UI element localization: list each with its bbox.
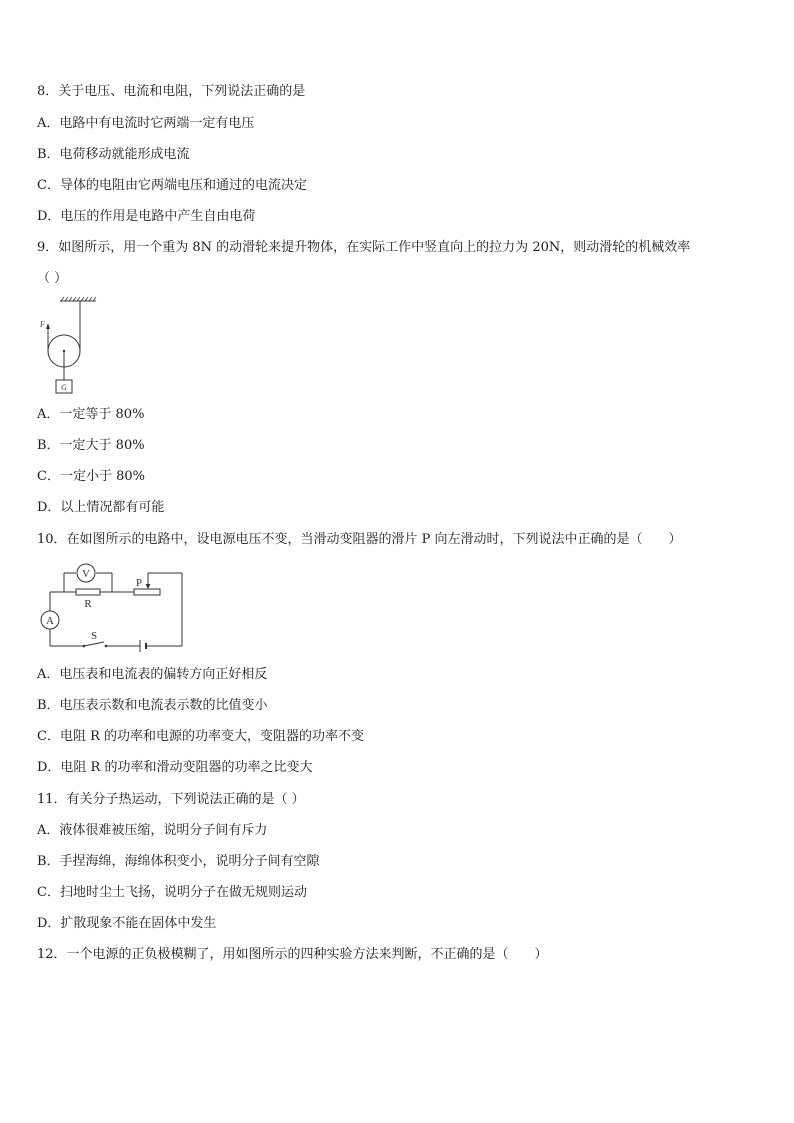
q8-option-b: B．电荷移动就能形成电流: [37, 147, 190, 162]
pulley-diagram: [38, 296, 102, 396]
q10-option-b: B．电压表示数和电流表示数的比值变小: [37, 698, 268, 713]
q11-stem: 11．有关分子热运动，下列说法正确的是（ ）: [37, 792, 305, 807]
q9-option-a: A．一定等于 80%: [37, 407, 145, 422]
circuit-diagram: [36, 560, 188, 652]
q9-answer-paren: （ ）: [37, 271, 68, 286]
q11-option-c: C．扫地时尘土飞扬，说明分子在做无规则运动: [37, 885, 307, 900]
force-label: F: [40, 320, 45, 329]
slider-label: P: [135, 577, 142, 589]
pulley-figure: [38, 296, 102, 396]
resistor: [76, 589, 100, 595]
q8-option-c: C．导体的电阻由它两端电压和通过的电流决定: [37, 178, 307, 193]
voltmeter-label: V: [82, 568, 90, 580]
q11-option-b: B．手捏海绵，海绵体积变小，说明分子间有空隙: [37, 854, 320, 869]
ammeter-label: A: [46, 615, 54, 627]
switch-label: S: [90, 630, 98, 642]
slider-arrow: [146, 584, 151, 589]
circuit-figure: [36, 560, 188, 652]
q11-option-d: D．扩散现象不能在固体中发生: [37, 916, 217, 931]
q10-option-c: C．电阻 R 的功率和电源的功率变大，变阻器的功率不变: [37, 729, 364, 744]
load-label: G: [61, 383, 67, 392]
ceiling-hatch: [61, 297, 96, 301]
switch-blade: [84, 642, 104, 646]
q8-stem: 8．关于电压、电流和电阻，下列说法正确的是: [37, 84, 306, 99]
q11-option-a: A．液体很难被压缩，说明分子间有斥力: [37, 823, 268, 838]
q10-option-a: A．电压表和电流表的偏转方向正好相反: [37, 667, 268, 682]
switch-contact: [105, 645, 108, 648]
q10-option-d: D．电阻 R 的功率和滑动变阻器的功率之比变大: [37, 760, 313, 775]
q9-option-c: C．一定小于 80%: [37, 469, 145, 484]
q9-stem: 9．如图所示，用一个重为 8N 的动滑轮来提升物体，在实际工作中竖直向上的拉力为 20N，则动滑轮的机械效率: [37, 240, 691, 255]
force-arrow: [46, 323, 50, 329]
q9-option-b: B．一定大于 80%: [37, 438, 145, 453]
q9-option-d: D．以上情况都有可能: [37, 500, 165, 515]
resistor-label: R: [84, 598, 92, 610]
q10-stem: 10．在如图所示的电路中，设电源电压不变，当滑动变阻器的滑片 P 向左滑动时，下列说法中正确的是（ ）: [37, 532, 682, 547]
q12-stem: 12．一个电源的正负极模糊了，用如图所示的四种实验方法来判断，不正确的是（ ）: [37, 947, 548, 962]
rheostat: [134, 589, 160, 595]
q8-option-d: D．电压的作用是电路中产生自由电荷: [37, 209, 256, 224]
q8-option-a: A．电路中有电流时它两端一定有电压: [37, 116, 255, 131]
